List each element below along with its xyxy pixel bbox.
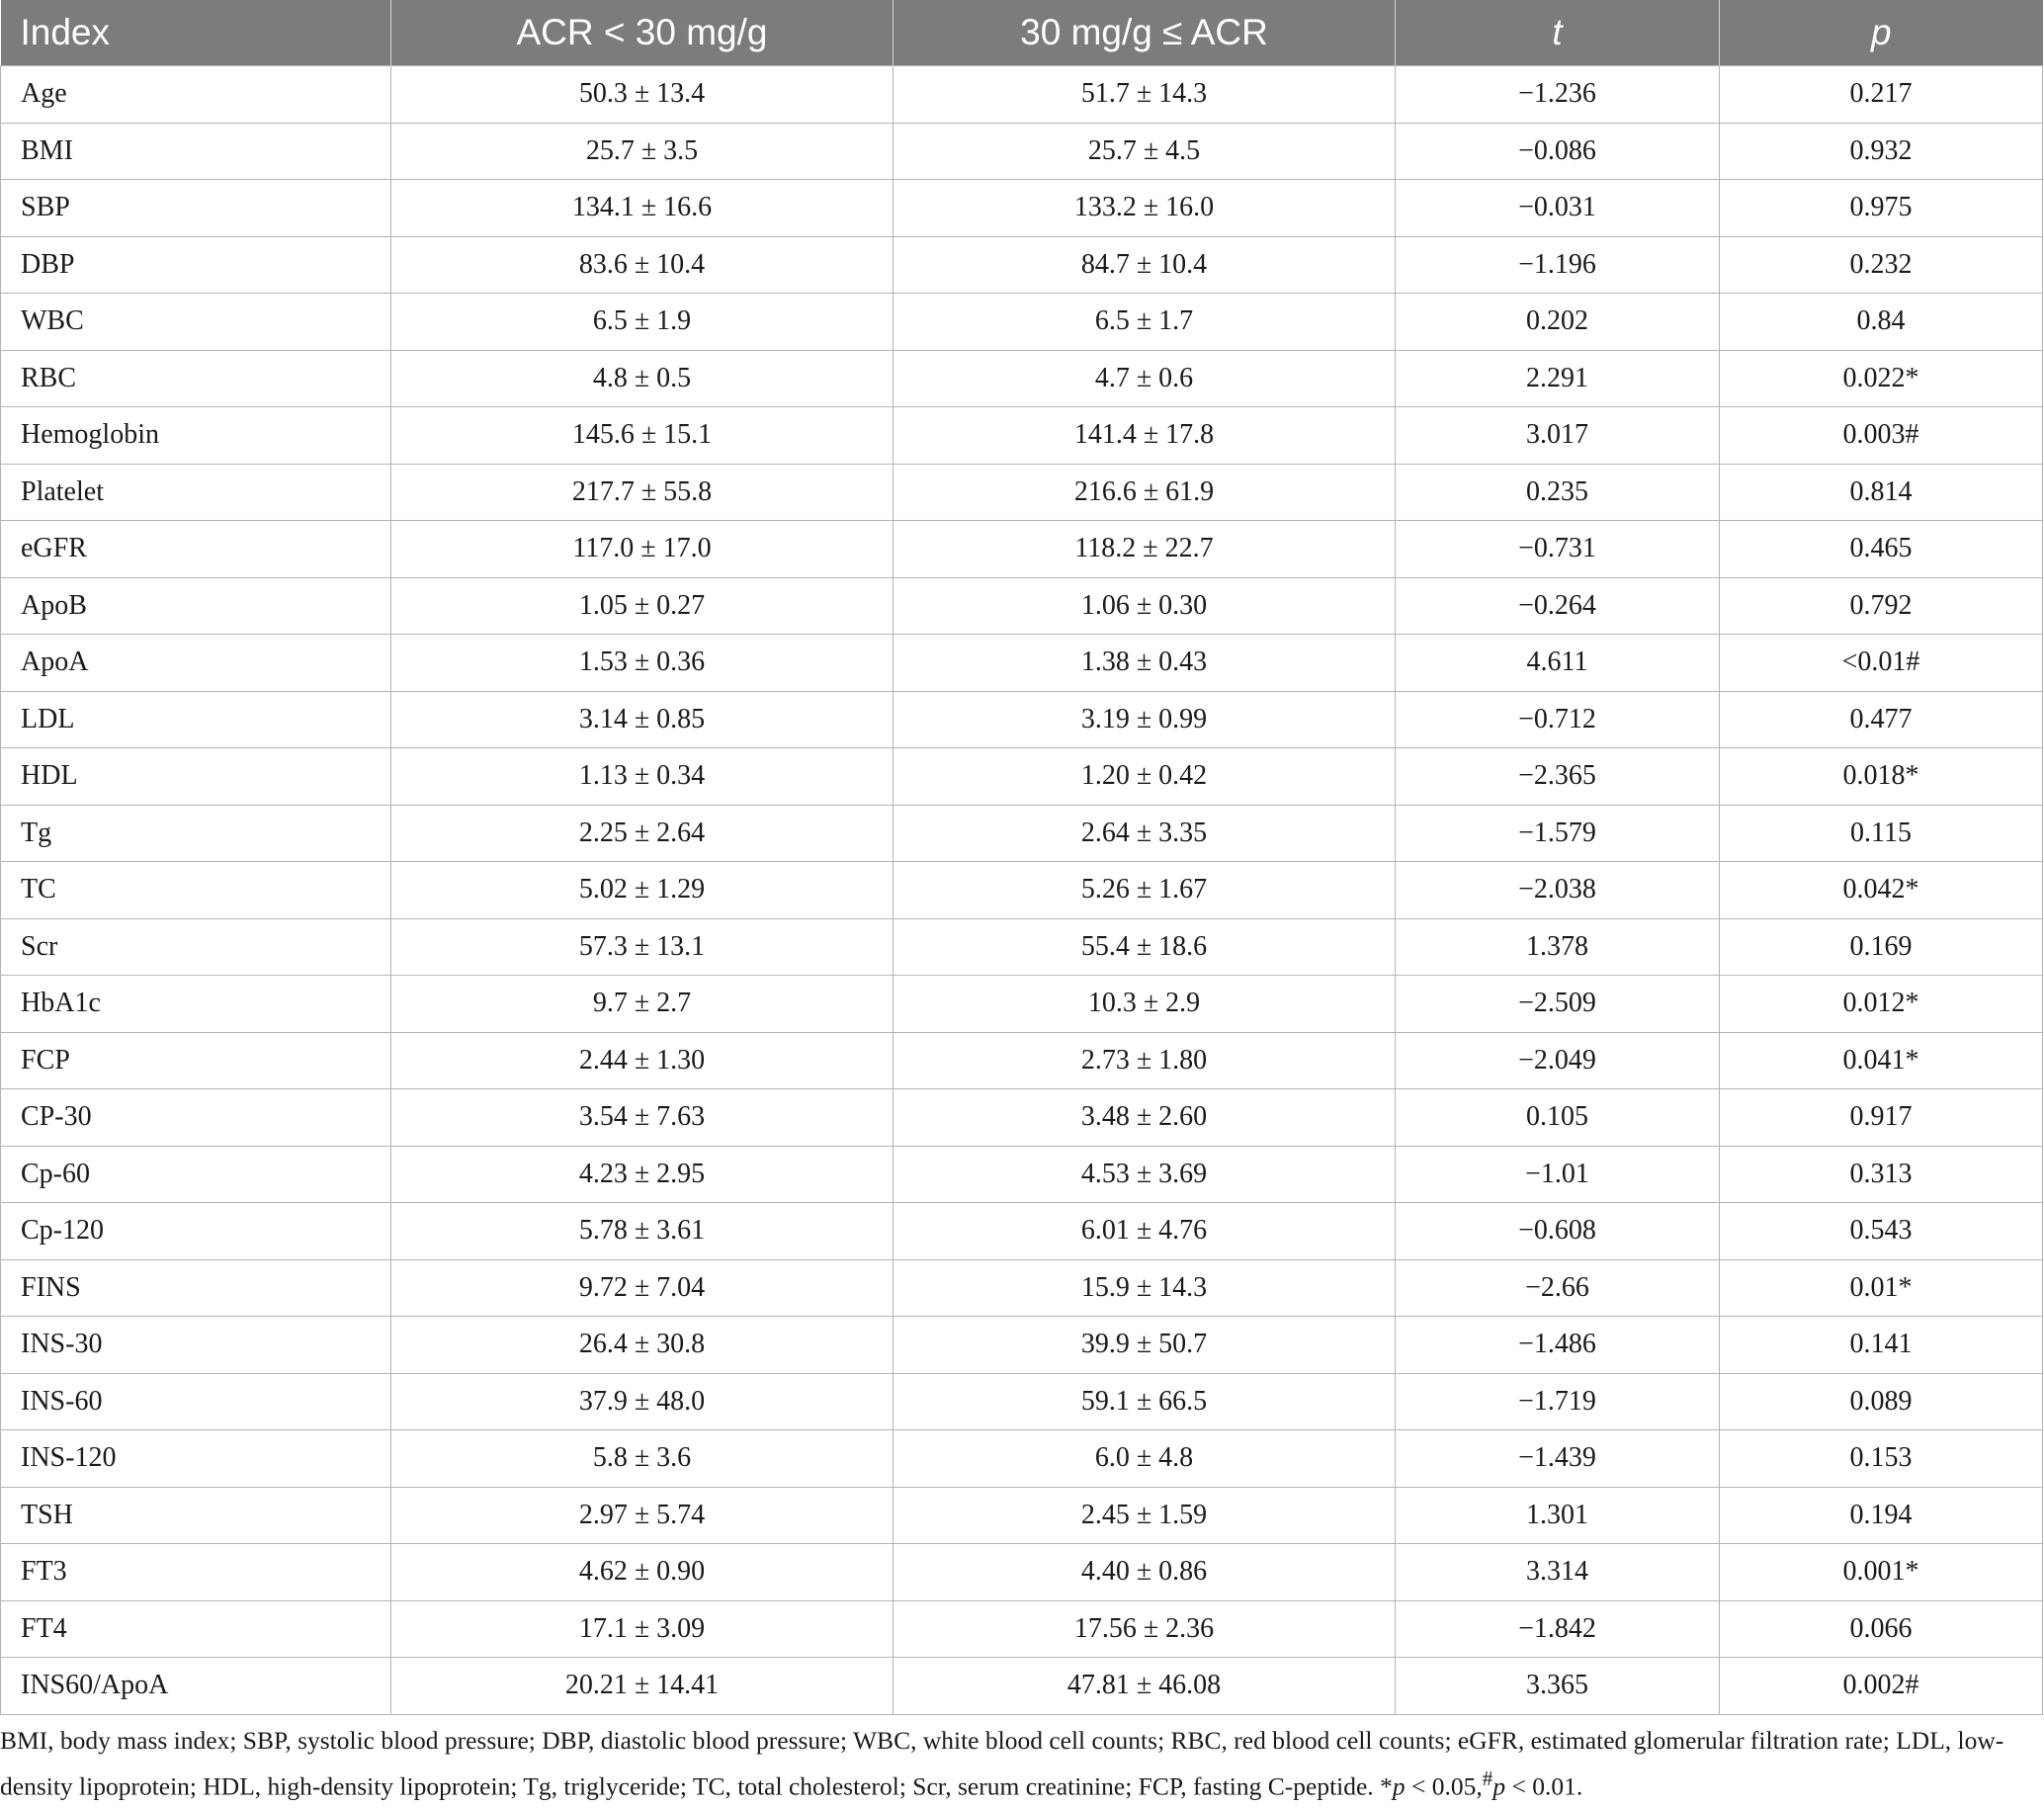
p-value-cell: 0.003# [1720, 407, 2043, 465]
table-row [1, 976, 2043, 1033]
footnote-sig2-mark: # [1482, 1766, 1493, 1790]
index-cell: TSH [1, 1487, 391, 1544]
index-cell: eGFR [1, 521, 391, 578]
p-value-cell: 0.018* [1720, 748, 2043, 806]
acr-below-30-cell: 1.13 ± 0.34 [391, 748, 894, 806]
acr-30-or-above-cell: 1.38 ± 0.43 [894, 635, 1396, 692]
index-cell: CP-30 [1, 1089, 391, 1147]
acr-30-or-above-cell: 15.9 ± 14.3 [894, 1259, 1396, 1317]
index-cell: INS60/ApoA [1, 1658, 391, 1715]
acr-30-or-above-cell: 4.40 ± 0.86 [894, 1544, 1396, 1601]
table-row [1, 918, 2043, 976]
acr-30-or-above-cell: 25.7 ± 4.5 [894, 123, 1396, 180]
header-index: Index [1, 0, 391, 66]
acr-below-30-cell: 2.25 ± 2.64 [391, 805, 894, 862]
t-value-cell: 3.017 [1396, 407, 1720, 465]
t-value-cell: −1.486 [1396, 1317, 1720, 1374]
acr-30-or-above-cell: 141.4 ± 17.8 [894, 407, 1396, 465]
table-row [1, 1487, 2043, 1544]
t-value-cell: −2.365 [1396, 748, 1720, 806]
p-value-cell: 0.115 [1720, 805, 2043, 862]
acr-below-30-cell: 57.3 ± 13.1 [391, 918, 894, 976]
t-value-cell: 2.291 [1396, 350, 1720, 407]
table-header [1, 0, 2043, 66]
p-value-cell: 0.153 [1720, 1430, 2043, 1488]
table-row [1, 1259, 2043, 1317]
index-cell: DBP [1, 236, 391, 294]
acr-below-30-cell: 83.6 ± 10.4 [391, 236, 894, 294]
acr-30-or-above-cell: 59.1 ± 66.5 [894, 1373, 1396, 1430]
acr-below-30-cell: 5.8 ± 3.6 [391, 1430, 894, 1488]
header-acr-below-30: ACR < 30 mg/g [391, 0, 894, 66]
table-row [1, 407, 2043, 465]
footnote-sig2-var: p [1492, 1771, 1506, 1801]
table-row [1, 350, 2043, 407]
acr-below-30-cell: 1.05 ± 0.27 [391, 577, 894, 635]
acr-below-30-cell: 50.3 ± 13.4 [391, 66, 894, 124]
index-cell: Cp-120 [1, 1203, 391, 1260]
acr-below-30-cell: 26.4 ± 30.8 [391, 1317, 894, 1374]
table-row [1, 691, 2043, 748]
acr-30-or-above-cell: 10.3 ± 2.9 [894, 976, 1396, 1033]
acr-below-30-cell: 117.0 ± 17.0 [391, 521, 894, 578]
index-cell: LDL [1, 691, 391, 748]
acr-30-or-above-cell: 4.7 ± 0.6 [894, 350, 1396, 407]
table-row [1, 748, 2043, 806]
table-row [1, 123, 2043, 180]
table-footnote [0, 1722, 2036, 1806]
t-value-cell: 1.378 [1396, 918, 1720, 976]
acr-30-or-above-cell: 39.9 ± 50.7 [894, 1317, 1396, 1374]
table-row [1, 464, 2043, 521]
acr-below-30-cell: 3.54 ± 7.63 [391, 1089, 894, 1147]
index-cell: HbA1c [1, 976, 391, 1033]
index-cell: RBC [1, 350, 391, 407]
header-t: t [1396, 0, 1720, 66]
t-value-cell: −1.236 [1396, 66, 1720, 124]
table-body [1, 66, 2043, 1715]
p-value-cell: 0.975 [1720, 180, 2043, 237]
index-cell: FT3 [1, 1544, 391, 1601]
header-p: p [1720, 0, 2043, 66]
acr-below-30-cell: 2.97 ± 5.74 [391, 1487, 894, 1544]
acr-30-or-above-cell: 5.26 ± 1.67 [894, 862, 1396, 919]
table-row [1, 521, 2043, 578]
t-value-cell: −1.579 [1396, 805, 1720, 862]
t-value-cell: −1.719 [1396, 1373, 1720, 1430]
t-value-cell: 1.301 [1396, 1487, 1720, 1544]
acr-below-30-cell: 25.7 ± 3.5 [391, 123, 894, 180]
p-value-cell: 0.01* [1720, 1259, 2043, 1317]
p-value-cell: 0.217 [1720, 66, 2043, 124]
acr-below-30-cell: 6.5 ± 1.9 [391, 294, 894, 351]
p-value-cell: 0.001* [1720, 1544, 2043, 1601]
acr-below-30-cell: 4.23 ± 2.95 [391, 1146, 894, 1203]
index-cell: BMI [1, 123, 391, 180]
t-value-cell: −0.031 [1396, 180, 1720, 237]
index-cell: ApoB [1, 577, 391, 635]
acr-30-or-above-cell: 6.5 ± 1.7 [894, 294, 1396, 351]
acr-below-30-cell: 145.6 ± 15.1 [391, 407, 894, 465]
t-value-cell: 4.611 [1396, 635, 1720, 692]
table-row [1, 635, 2043, 692]
index-cell: WBC [1, 294, 391, 351]
p-value-cell: 0.465 [1720, 521, 2043, 578]
index-cell: Scr [1, 918, 391, 976]
acr-below-30-cell: 2.44 ± 1.30 [391, 1032, 894, 1089]
p-value-cell: 0.194 [1720, 1487, 2043, 1544]
footnote-sig1-var: p [1392, 1771, 1405, 1801]
t-value-cell: −0.264 [1396, 577, 1720, 635]
acr-below-30-cell: 5.02 ± 1.29 [391, 862, 894, 919]
acr-30-or-above-cell: 216.6 ± 61.9 [894, 464, 1396, 521]
acr-30-or-above-cell: 3.19 ± 0.99 [894, 691, 1396, 748]
index-cell: FCP [1, 1032, 391, 1089]
p-value-cell: 0.917 [1720, 1089, 2043, 1147]
index-cell: INS-60 [1, 1373, 391, 1430]
t-value-cell: 0.235 [1396, 464, 1720, 521]
acr-30-or-above-cell: 4.53 ± 3.69 [894, 1146, 1396, 1203]
acr-below-30-cell: 1.53 ± 0.36 [391, 635, 894, 692]
table-row [1, 1032, 2043, 1089]
acr-30-or-above-cell: 6.01 ± 4.76 [894, 1203, 1396, 1260]
acr-30-or-above-cell: 1.06 ± 0.30 [894, 577, 1396, 635]
table-row [1, 1146, 2043, 1203]
acr-below-30-cell: 217.7 ± 55.8 [391, 464, 894, 521]
p-value-cell: 0.313 [1720, 1146, 2043, 1203]
table-row [1, 577, 2043, 635]
index-cell: Platelet [1, 464, 391, 521]
table-row [1, 294, 2043, 351]
p-value-cell: 0.477 [1720, 691, 2043, 748]
acr-30-or-above-cell: 17.56 ± 2.36 [894, 1600, 1396, 1658]
table-row [1, 1317, 2043, 1374]
footnote-sig1-mark: * [1380, 1771, 1393, 1801]
index-cell: INS-30 [1, 1317, 391, 1374]
acr-30-or-above-cell: 2.45 ± 1.59 [894, 1487, 1396, 1544]
acr-30-or-above-cell: 2.73 ± 1.80 [894, 1032, 1396, 1089]
p-value-cell: 0.232 [1720, 236, 2043, 294]
index-cell: Hemoglobin [1, 407, 391, 465]
t-value-cell: 3.365 [1396, 1658, 1720, 1715]
acr-below-30-cell: 3.14 ± 0.85 [391, 691, 894, 748]
table-row [1, 862, 2043, 919]
p-value-cell: <0.01# [1720, 635, 2043, 692]
index-cell: ApoA [1, 635, 391, 692]
acr-below-30-cell: 134.1 ± 16.6 [391, 180, 894, 237]
index-cell: Tg [1, 805, 391, 862]
acr-30-or-above-cell: 47.81 ± 46.08 [894, 1658, 1396, 1715]
acr-below-30-cell: 5.78 ± 3.61 [391, 1203, 894, 1260]
t-value-cell: −1.01 [1396, 1146, 1720, 1203]
acr-below-30-cell: 20.21 ± 14.41 [391, 1658, 894, 1715]
index-cell: FT4 [1, 1600, 391, 1658]
acr-30-or-above-cell: 3.48 ± 2.60 [894, 1089, 1396, 1147]
t-value-cell: −0.731 [1396, 521, 1720, 578]
table-row [1, 1658, 2043, 1715]
table-row [1, 1203, 2043, 1260]
footnote-sig1-rest: < 0.05, [1405, 1771, 1483, 1801]
table-row [1, 1373, 2043, 1430]
acr-below-30-cell: 4.8 ± 0.5 [391, 350, 894, 407]
acr-below-30-cell: 17.1 ± 3.09 [391, 1600, 894, 1658]
table-row [1, 1089, 2043, 1147]
table-row [1, 180, 2043, 237]
p-value-cell: 0.141 [1720, 1317, 2043, 1374]
p-value-cell: 0.089 [1720, 1373, 2043, 1430]
footnote-sig2-rest: < 0.01. [1505, 1771, 1583, 1801]
t-value-cell: −0.608 [1396, 1203, 1720, 1260]
t-value-cell: −1.196 [1396, 236, 1720, 294]
acr-30-or-above-cell: 1.20 ± 0.42 [894, 748, 1396, 806]
acr-30-or-above-cell: 118.2 ± 22.7 [894, 521, 1396, 578]
t-value-cell: −1.439 [1396, 1430, 1720, 1488]
p-value-cell: 0.169 [1720, 918, 2043, 976]
index-cell: FINS [1, 1259, 391, 1317]
t-value-cell: −0.086 [1396, 123, 1720, 180]
header-acr-30-or-above: 30 mg/g ≤ ACR [894, 0, 1396, 66]
p-value-cell: 0.792 [1720, 577, 2043, 635]
t-value-cell: 3.314 [1396, 1544, 1720, 1601]
t-value-cell: −2.509 [1396, 976, 1720, 1033]
acr-below-30-cell: 9.7 ± 2.7 [391, 976, 894, 1033]
p-value-cell: 0.84 [1720, 294, 2043, 351]
acr-30-or-above-cell: 84.7 ± 10.4 [894, 236, 1396, 294]
p-value-cell: 0.066 [1720, 1600, 2043, 1658]
t-value-cell: 0.202 [1396, 294, 1720, 351]
acr-below-30-cell: 9.72 ± 7.04 [391, 1259, 894, 1317]
index-cell: Age [1, 66, 391, 124]
acr-30-or-above-cell: 51.7 ± 14.3 [894, 66, 1396, 124]
index-cell: TC [1, 862, 391, 919]
t-value-cell: −1.842 [1396, 1600, 1720, 1658]
index-cell: INS-120 [1, 1430, 391, 1488]
index-cell: SBP [1, 180, 391, 237]
header-row [1, 0, 2043, 66]
p-value-cell: 0.932 [1720, 123, 2043, 180]
acr-30-or-above-cell: 6.0 ± 4.8 [894, 1430, 1396, 1488]
p-value-cell: 0.012* [1720, 976, 2043, 1033]
acr-30-or-above-cell: 133.2 ± 16.0 [894, 180, 1396, 237]
p-value-cell: 0.042* [1720, 862, 2043, 919]
table-row [1, 1544, 2043, 1601]
acr-30-or-above-cell: 2.64 ± 3.35 [894, 805, 1396, 862]
table-row [1, 805, 2043, 862]
table-row [1, 236, 2043, 294]
t-value-cell: −2.049 [1396, 1032, 1720, 1089]
acr-below-30-cell: 37.9 ± 48.0 [391, 1373, 894, 1430]
t-value-cell: −0.712 [1396, 691, 1720, 748]
t-value-cell: −2.66 [1396, 1259, 1720, 1317]
index-cell: Cp-60 [1, 1146, 391, 1203]
p-value-cell: 0.002# [1720, 1658, 2043, 1715]
t-value-cell: 0.105 [1396, 1089, 1720, 1147]
table-row [1, 1600, 2043, 1658]
acr-below-30-cell: 4.62 ± 0.90 [391, 1544, 894, 1601]
p-value-cell: 0.814 [1720, 464, 2043, 521]
index-cell: HDL [1, 748, 391, 806]
p-value-cell: 0.543 [1720, 1203, 2043, 1260]
p-value-cell: 0.041* [1720, 1032, 2043, 1089]
t-value-cell: −2.038 [1396, 862, 1720, 919]
p-value-cell: 0.022* [1720, 350, 2043, 407]
table-row [1, 1430, 2043, 1488]
footnote-definitions: BMI, body mass index; SBP, systolic blood pressure; DBP, diastolic blood pressure; WBC, white blood cell counts; RBC, red blood cell counts; eGFR, estimated glomerular filtration rate; LDL, low-density lipoprotein; HDL, high-density lipoprotein; Tg, triglyceride; TC, total cholesterol; Scr, serum creatinine; FCP, fasting C-peptide. [0, 1726, 2004, 1801]
table-row [1, 66, 2043, 124]
acr-30-or-above-cell: 55.4 ± 18.6 [894, 918, 1396, 976]
